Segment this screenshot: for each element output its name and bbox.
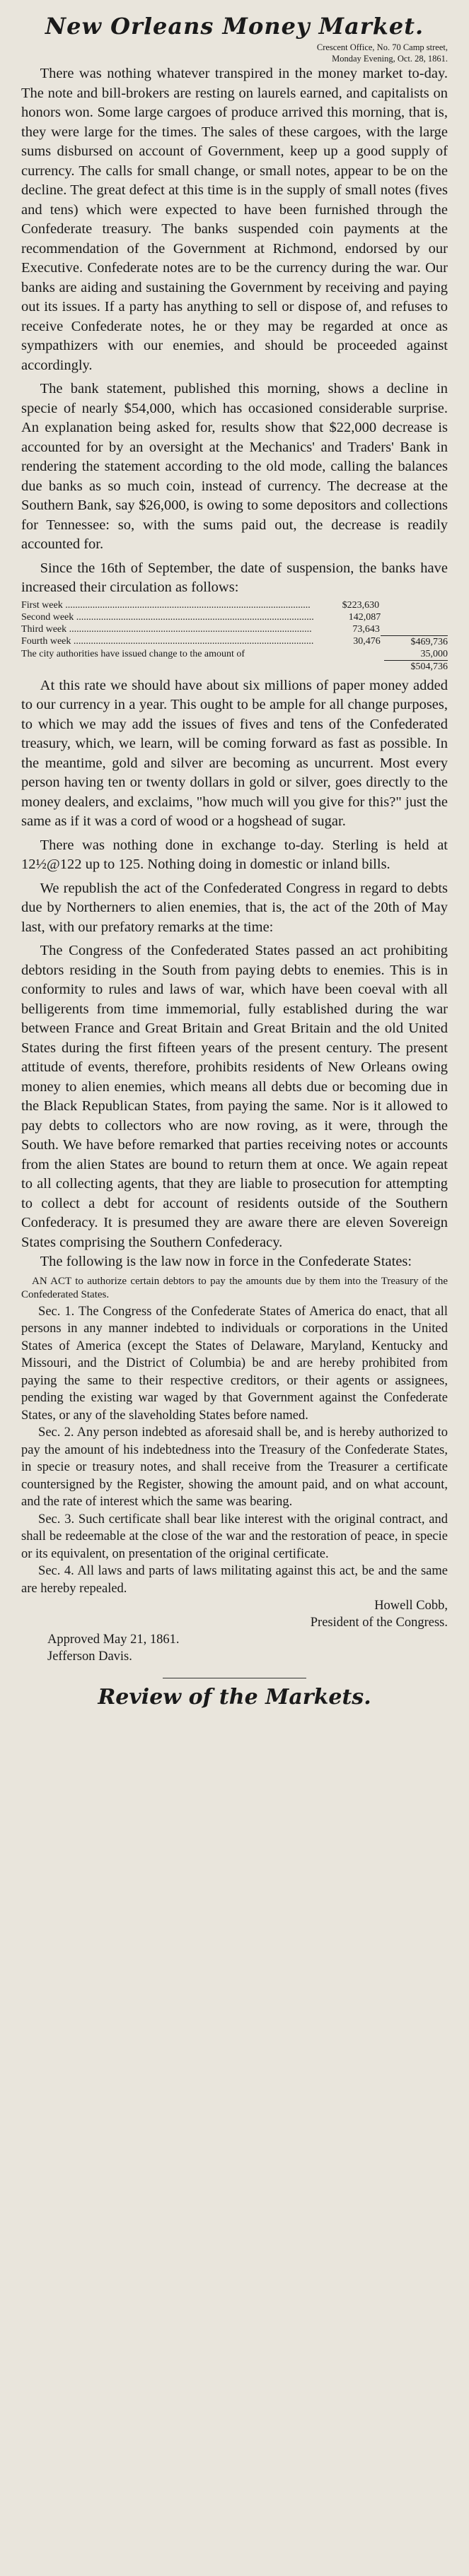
circulation-table — [21, 599, 448, 674]
table-row — [21, 599, 448, 611]
approver-name: Jefferson Davis. — [47, 1649, 132, 1664]
note-text: The city authorities have issued change to the amount of — [21, 648, 245, 659]
row-label: Fourth week ..... — [21, 635, 313, 648]
paragraph-law-intro: The following is the law now in force in the Confederate States: — [40, 1254, 412, 1270]
act-section-2: Sec. 2. Any person indebted as aforesaid shall be, and is hereby authorized to pay the amount of his indebtedness into the Treasury of the Confederate States, in specie or treasury notes, and shall receive from the Treasurer a certificate countersigned by the Register, showing the amount paid, and on what account, and the rate of interest which the same was bearing. — [21, 1425, 448, 1510]
row-value: 142,087 — [348, 611, 381, 623]
approval-date: Approved May 21, 1861. — [47, 1633, 180, 1647]
act-section-4: Sec. 4. All laws and parts of laws militating against this act, be and the same are hereby repealed. — [21, 1564, 448, 1596]
act-title: AN ACT to authorize certain debtors to pay the amounts due by them into the Treasury of the Confederated States. — [21, 1275, 448, 1300]
table-row — [21, 623, 448, 635]
paragraph-exchange: There was nothing done in exchange to-day. Sterling is held at 12½@122 up to 125. Nothing doing in domestic or inland bills. — [21, 837, 448, 873]
paragraph-circulation-intro: Since the 16th of September, the date of suspension, the banks have increased their circulation as follows: — [21, 560, 448, 596]
row-label: First week ..... — [21, 599, 311, 611]
row-value: 30,476 — [353, 635, 381, 647]
city-change-note — [21, 648, 448, 660]
dateline-date: Monday Evening, Oct. 28, 1861. — [332, 54, 448, 64]
paragraph-republish-act: We republish the act of the Confederated Congress in regard to debts due by Northerners to alien enemies, that is, the act of the 20th of May last, with our prefatory remarks at the time: — [21, 880, 448, 935]
paragraph-paper-money: At this rate we should have about six millions of paper money added to our currency in a year. This ought to be ample for all change purposes, to which we may add the issues of fives and tens of the Confederated treasury, which, we learn, will be coming forward as fast as possible. In the meantime, gold and silver are becoming as uncurrent. Most every person having ten or twenty dollars in gold or silver, goes directly to the money dealers, and exclaims, "how much will you give for this?" just the same as if it was a cord of wood or a hogshead of sugar. — [21, 677, 448, 830]
paragraph-bank-statement: The bank statement, published this morning, shows a decline in specie of nearly $54,000, which has occasioned considerable surprise. An explanation being asked for, results show that $22,000 decrease is accounted for by an oversight at the Mechanics' and Traders' Bank in rendering the statement according to the old mode, calling the balances due banks as so much coin, instead of currency. The decrease at the Southern Bank, say $26,000, is owing to some depositors and collections for Tennessee: so, with the sums paid out, the decrease is readily accounted for. — [21, 381, 448, 553]
signer-title: President of the Congress. — [310, 1616, 448, 1630]
note-value: 35,000 — [420, 648, 448, 659]
row-value: $223,630 — [342, 599, 380, 611]
act-section-3: Sec. 3. Such certificate shall bear like interest with the original contract, and shall be redeemable at the close of the war and the restoration of peace, in specie or its equivalent, on presentation of the original certificate. — [21, 1512, 448, 1561]
table-row — [21, 635, 448, 648]
row-label: Second week ..... — [21, 611, 314, 623]
row-label: Third week ..... — [21, 623, 312, 635]
next-section-heading: Review of the Markets. — [98, 1685, 371, 1710]
masthead-title: New Orleans Money Market. — [45, 13, 424, 40]
dateline — [21, 42, 448, 64]
signer-name: Howell Cobb, — [374, 1599, 448, 1613]
act-section-1: Sec. 1. The Congress of the Confederate States of America do enact, that all persons in any manner indebted to individuals or corporations in the United States of America (except the States of Delaware, Maryland, Kentucky and Missouri, and the District of Columbia) be and are hereby prohibited from paying the same to their respective creditors, or their agents or assignees, pending the existing war waged by that Government against the Confederate States, or any of the slaveholding States before named. — [21, 1304, 448, 1423]
row-value: 73,643 — [352, 623, 380, 635]
table-row — [21, 611, 448, 623]
paragraph-congress-act: The Congress of the Confederated States passed an act prohibiting debtors residing in the South from paying debts to enemies. This is in conformity to rules and laws of war, which have been coeval with all belligerents from time immemorial, fully established during the war between France and Great Britain and Great Britain and the old United States during the first fifteen years of the present century. The present attitude of events, therefore, prohibits residents of New Orleans owing money to alien enemies, which means all debts due or becoming due in the Black Republican States, from paying the same. Nor is it allowed to pay debts to collectors who are now roving, as it were, through the South. We have before remarked that parties receiving notes or accounts from the alien States are bound to return them at once. We again repeat to all collecting agents, that they are liable to prosecution for attempting to collect a debt for account of residents outside of the Southern Confederacy. It is presumed they are aware there are eleven Sovereign States comprising the Southern Confederacy. — [21, 943, 448, 1250]
subtotal-value: $469,736 — [381, 635, 448, 648]
dateline-office: Crescent Office, No. 70 Camp street, — [316, 42, 448, 53]
grand-total — [21, 660, 448, 674]
total-value: $504,736 — [384, 660, 448, 674]
paragraph-money-market: There was nothing whatever transpired in the money market to-day. The note and bill-brokers are resting on laurels earned, and capitalists on honors won. Some large cargoes of produce arrived this morning, that is, they were large for the times. The sales of these cargoes, with the large sums disbursed on account of Government, keep up a good supply of currency. The calls for small change, or small notes, appear to be on the decline. The great defect at this time is in the supply of small notes (fives and tens) which were expected to have been furnished through the Confederate treasury. The banks suspended coin payments at the recommendation of the Government at Richmond, endorsed by our Executive. Confederate notes are to be the currency during the war. Our banks are aiding and sustaining the Government by receiving and paying out its issues. If a party has anything to sell or dispose of, and refuses to receive Confederate notes, he or they may be regarded at once as sympathizers with our enemies, and should be proceeded against accordingly. — [21, 66, 448, 373]
